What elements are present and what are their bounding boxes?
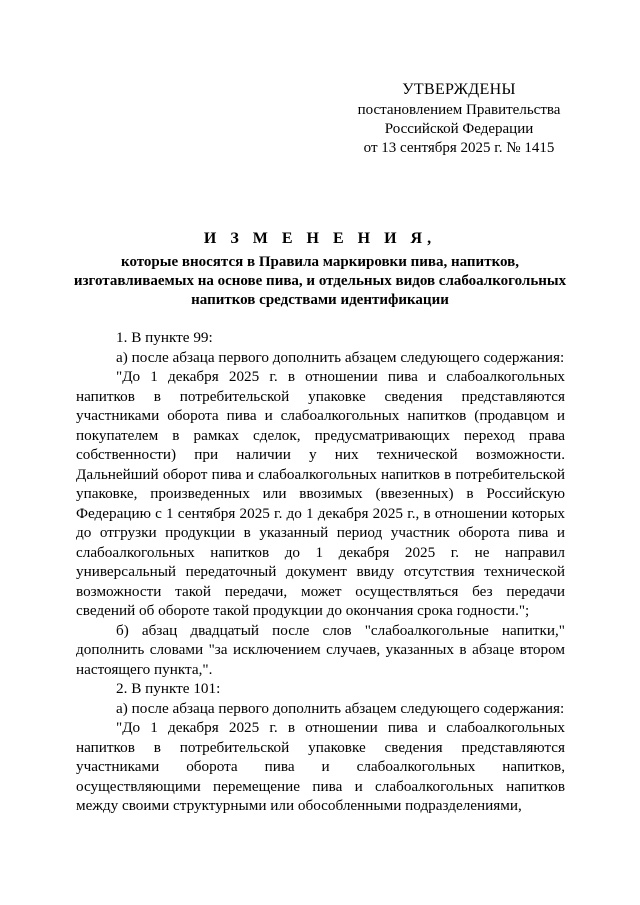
title-main: И З М Е Н Е Н И Я, <box>203 230 437 247</box>
document-body <box>76 328 565 816</box>
paragraph-point-2: 2. В пункте 101: <box>116 680 221 697</box>
paragraph-1a-intro: а) после абзаца первого дополнить абзацем следующего содержания: <box>116 348 565 366</box>
paragraph-1b: б) абзац двадцатый после слов "слабоалкогольные напитки," дополнить словами "за исключением случаев, указанных в абзаце втором настоящего пункта,". <box>76 621 565 678</box>
paragraph-2a-intro: а) после абзаца первого дополнить абзацем следующего содержания: <box>116 699 565 717</box>
paragraph-point-1: 1. В пункте 99: <box>116 329 213 346</box>
paragraph-2a-text: "До 1 декабря 2025 г. в отношении пива и слабоалкогольных напитков в потребительской упаковке сведения представляются участниками оборота пива и слабоалкогольных напитков, осуществляющими перемещение пива и слабоалкогольных напитков между своими структурными или обособленными подразделениями, <box>76 719 565 814</box>
approval-line-1: постановлением Правительства <box>357 102 561 118</box>
approval-line-3: от 13 сентября 2025 г. № 1415 <box>363 140 555 156</box>
title-subtitle: которые вносятся в Правила маркировки пива, напитков, изготавливаемых на основе пива, и отдельных видов слабоалкогольных напитков средствами идентификации <box>73 254 567 308</box>
approval-line-2: Российской Федерации <box>384 121 534 137</box>
document-title <box>60 228 580 310</box>
approval-block <box>344 80 574 158</box>
paragraph-1a-text: "До 1 декабря 2025 г. в отношении пива и слабоалкогольных напитков в потребительской упаковке сведения представляются участниками оборота пива и слабоалкогольных напитков (продавцом и покупателем в рамках сделок, предусматривающих переход права собственности) при наличии у них технической возможности. Дальнейший оборот пива и слабоалкогольных напитков в потребительской упаковке, произведенных или ввозимых (ввезенных) в Российскую Федерацию с 1 сентября 2025 г. до 1 декабря 2025 г., в отношении которых до отгрузки продукции в указанный период участник оборота пива и слабоалкогольных напитков до 1 декабря 2025 г. не направил универсальный передаточный документ ввиду отсутствия технической возможности такой передачи, может осуществляться без передачи сведений об обороте такой продукции до окончания срока годности."; <box>76 368 565 619</box>
approval-heading: УТВЕРЖДЕНЫ <box>402 81 516 98</box>
